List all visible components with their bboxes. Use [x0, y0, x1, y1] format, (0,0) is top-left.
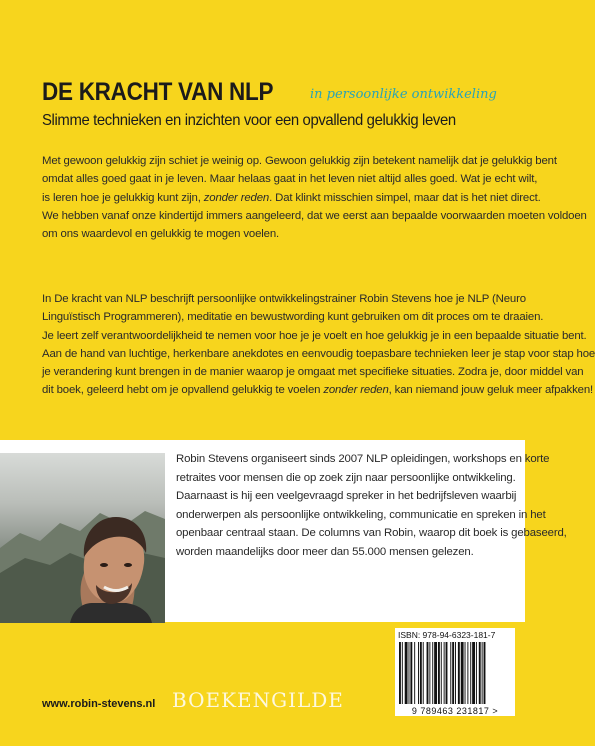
blurb-paragraph-1-line: Met gewoon gelukkig zijn schiet je weinig op. Gewoon gelukkig zijn betekent namelijk dat je gelukkig bent — [42, 155, 557, 167]
barcode-icon — [399, 642, 511, 704]
blurb-paragraph-1 — [42, 152, 587, 243]
author-photo — [0, 453, 165, 623]
isbn-label: ISBN: 978-94-6323-181-7 — [398, 630, 496, 640]
blurb-paragraph-2-line: In De kracht van NLP beschrijft persoonlijke ontwikkelingstrainer Robin Stevens hoe je NLP (Neuro — [42, 293, 526, 305]
author-website: www.robin-stevens.nl — [42, 698, 156, 710]
author-bio — [176, 450, 567, 561]
blurb-paragraph-1-line: omdat alles goed gaat in je leven. Maar helaas gaat in het leven niet altijd alles goed. Wat je echt wilt, — [42, 173, 538, 186]
blurb-paragraph-2 — [42, 290, 595, 400]
author-bio-line: openbaar centraal staan. De columns van Robin, waarop dit boek is gebaseerd, — [176, 527, 567, 539]
blurb-paragraph-2-line — [42, 381, 594, 399]
author-bio-line: retraites voor mensen die op zoek zijn naar persoonlijke ontwikkeling. — [176, 471, 516, 484]
book-subtitle: Slimme technieken en inzichten voor een opvallend gelukkig leven — [42, 112, 456, 129]
barcode-digits: 9 789463 231817 > — [411, 706, 499, 716]
blurb-paragraph-2-line: Aan de hand van luchtige, herkenbare anekdotes en eenvoudig toepasbare technieken leer je stap voor stap hoe — [42, 347, 595, 360]
emphasis-text: zonder reden — [323, 384, 389, 397]
book-title: DE KRACHT VAN NLP — [42, 78, 274, 106]
title-row — [42, 78, 512, 107]
blurb-paragraph-2-line: Je leert zelf verantwoordelijkheid te nemen voor hoe je je voelt en hoe gelukkig je in een bepaalde situatie bent. — [42, 329, 587, 342]
text-run: . Dat klinkt misschien simpel, maar dat is het niet direct. — [269, 191, 541, 204]
blurb-paragraph-2-line: Linguïstisch Programmeren), meditatie en bewustwording kunt gebruiken om dit proces om te draaien. — [42, 311, 544, 324]
text-run: , kan niemand jouw geluk meer afpakken! — [388, 384, 594, 397]
author-bio-line: onderwerpen als persoonlijke ontwikkeling, communicatie en spreken in het — [176, 508, 546, 521]
emphasis-text: zonder reden — [203, 191, 270, 204]
blurb-paragraph-2-line: je verandering kunt brengen in de manier waarop je omgaat met specifieke situaties. Zodra je, door middel van — [42, 366, 584, 379]
blurb-paragraph-1-line — [42, 189, 541, 207]
publisher-logo: BOEKENGILDE — [172, 688, 344, 712]
author-bio-line: worden maandelijks door meer dan 55.000 mensen gelezen. — [176, 545, 474, 558]
book-script-subtitle: in persoonlijke ontwikkeling — [310, 87, 497, 102]
text-run: dit boek, geleerd hebt om je opvallend gelukkig te voelen — [42, 384, 324, 397]
author-bio-line: Robin Stevens organiseert sinds 2007 NLP opleidingen, workshops en korte — [176, 453, 550, 465]
author-bio-line: Daarnaast is hij een veelgevraagd spreker in het bedrijfsleven waarbij — [176, 490, 517, 502]
text-run: is leren hoe je gelukkig kunt zijn, — [42, 191, 204, 204]
blurb-paragraph-1-line: om ons waardevol en gelukkig te mogen voelen. — [42, 228, 280, 241]
blurb-paragraph-1-line: We hebben vanaf onze kindertijd immers aangeleerd, dat we eerst aan bepaalde voorwaarden moeten voldoen — [42, 209, 587, 222]
isbn-barcode-box — [395, 628, 515, 716]
